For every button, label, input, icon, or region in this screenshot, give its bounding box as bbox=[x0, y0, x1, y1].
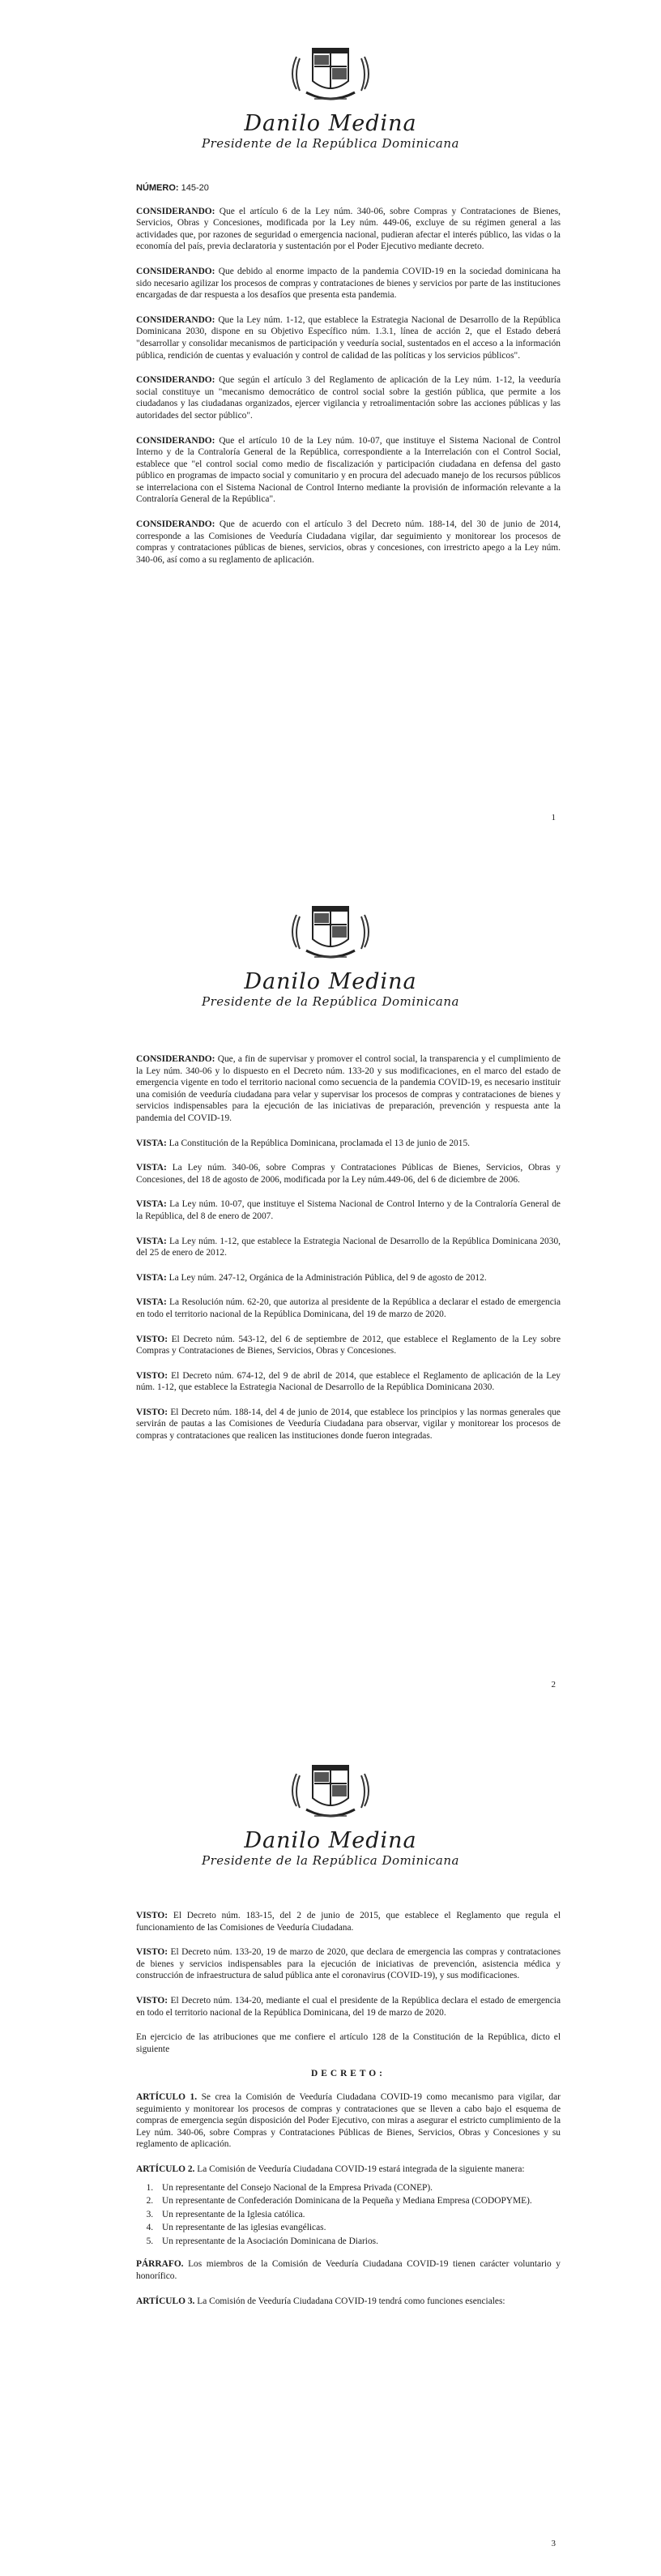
letterhead bbox=[0, 0, 661, 151]
paragraph-label: CONSIDERANDO: bbox=[136, 435, 215, 446]
paragraph-text: Que la Ley núm. 1-12, que establece la Estrategia Nacional de Desarrollo de la República Dominicana 2030, dispone en su Objetivo Específico núm. 1.3.1, línea de acción 2, que el Estado deberá "desarrollar y consolidar mecanismos de participación y veeduría social, sustentados en el acceso a la información pública, rendición de cuentas y evaluación y control de calidad de las políticas y los servicios públicos". bbox=[136, 314, 561, 361]
paragraph-label: CONSIDERANDO: bbox=[136, 314, 215, 325]
visto-paragraph bbox=[136, 1995, 561, 2019]
paragraph-text: Que según el artículo 3 del Reglamento de aplicación de la Ley núm. 1-12, la veeduría social constituye un "mecanismo democrático de control social sobre la gestión pública, que permite a los ciudadanos y las ciudadanas organizados, ejercer vigilancia y retroalimentación sobre las acciones públicas y las autoridades del sector público". bbox=[136, 375, 561, 421]
list-item: 2. Un representante de Confederación Dominicana de la Pequeña y Mediana Empresa (CODOPYME). bbox=[156, 2195, 561, 2207]
list-item: 3. Un representante de la Iglesia católica. bbox=[156, 2209, 561, 2221]
paragraph-text: El Decreto núm. 134-20, mediante el cual el presidente de la República declara el estado de emergencia en todo el territorio nacional de la República Dominicana, del 19 de marzo de 2020. bbox=[136, 1995, 561, 2018]
paragraph-label: VISTA: bbox=[136, 1199, 167, 1210]
considerando-paragraph bbox=[136, 206, 561, 253]
letterhead-title: Presidente de la República Dominicana bbox=[202, 1853, 459, 1868]
paragraph-text: La Resolución núm. 62-20, que autoriza al presidente de la República a declarar el estado de emergencia en todo el territorio nacional de la República Dominicana, del 19 de marzo de 2020. bbox=[136, 1297, 561, 1319]
paragraph-label: VISTO: bbox=[136, 1947, 168, 1958]
paragraph-label: CONSIDERANDO: bbox=[136, 266, 215, 276]
attributions-paragraph bbox=[136, 2031, 561, 2055]
national-coat-of-arms-icon bbox=[285, 42, 376, 109]
visto-paragraph bbox=[136, 1370, 561, 1394]
considerando-paragraph bbox=[136, 519, 561, 566]
article-3 bbox=[136, 2296, 561, 2308]
commission-members-list bbox=[136, 2182, 561, 2248]
article-label: ARTÍCULO 1. bbox=[136, 2091, 198, 2102]
vista-paragraph bbox=[136, 1272, 561, 1284]
visto-paragraph bbox=[136, 1334, 561, 1357]
visto-paragraph bbox=[136, 1946, 561, 1982]
article-label: ARTÍCULO 2. bbox=[136, 2164, 195, 2174]
article-text: La Comisión de Veeduría Ciudadana COVID-19 estará integrada de la siguiente manera: bbox=[197, 2164, 525, 2174]
article-text: La Comisión de Veeduría Ciudadana COVID-19 tendrá como funciones esenciales: bbox=[197, 2296, 505, 2306]
vista-paragraph bbox=[136, 1162, 561, 1185]
list-item: 4. Un representante de las iglesias evangélicas. bbox=[156, 2222, 561, 2234]
visto-paragraph bbox=[136, 1407, 561, 1442]
considerando-paragraph bbox=[136, 1053, 561, 1125]
paragraph-label: VISTA: bbox=[136, 1138, 167, 1148]
paragraph-label: VISTA: bbox=[136, 1297, 167, 1308]
paragraph-label: VISTA: bbox=[136, 1236, 167, 1246]
list-item: 1. Un representante del Consejo Nacional de la Empresa Privada (CONEP). bbox=[156, 2182, 561, 2194]
article-text: Se crea la Comisión de Veeduría Ciudadana COVID-19 como mecanismo para vigilar, dar seguimiento y monitorear los procesos de compras y contrataciones que se lleven a cabo bajo el esquema de compras de emergencia según disposición del Poder Ejecutivo, con miras a asegurar el estricto cumplimiento de la Ley núm. 340-06, sobre Compras y Contrataciones Públicas de Bienes, Servicios, Obras y Concesiones y su reglamento de aplicación. bbox=[136, 2091, 561, 2150]
decree-number bbox=[136, 182, 561, 194]
page-2-body bbox=[136, 1053, 561, 1455]
decreto-heading: DECRETO: bbox=[311, 2069, 386, 2079]
page-3-body bbox=[136, 1910, 561, 2320]
letterhead-name: Danilo Medina bbox=[244, 111, 417, 136]
paragraph-text: Que, a fin de supervisar y promover el control social, la transparencia y el cumplimiento de la Ley núm. 340-06 y lo dispuesto en el Decreto núm. 133-20 y sus modificaciones, en el marco del estado de emergencia vigente en todo el territorio nacional como secuencia de la pandemia COVID-19, es necesario instituir una comisión de veeduría ciudadana para velar y supervisar los procesos de compras y contrataciones de bienes y servicios indispensables para la ejecución de las iniciativas de preparación, prevención y respuesta ante la pandemia del COVID-19. bbox=[136, 1054, 561, 1123]
considerando-paragraph bbox=[136, 435, 561, 506]
paragraph-text: La Ley núm. 10-07, que instituye el Sistema Nacional de Control Interno y de la Contraloría General de la República, del 8 de enero de 2007. bbox=[136, 1199, 561, 1221]
national-coat-of-arms-icon bbox=[285, 1759, 376, 1826]
paragraph-text: Que de acuerdo con el artículo 3 del Decreto núm. 188-14, del 30 de junio de 2014, corresponde a las Comisiones de Veeduría Ciudadana vigilar, dar seguimiento y monitorear los procesos de compras y contrataciones públicas de bienes, servicios, obras y concesiones, con irrestricto apego a la Ley núm. 340-06, así como a su reglamento de aplicación. bbox=[136, 519, 561, 565]
letterhead bbox=[0, 858, 661, 1009]
vista-paragraph bbox=[136, 1138, 561, 1150]
paragraph-label: VISTA: bbox=[136, 1272, 167, 1283]
letterhead-title: Presidente de la República Dominicana bbox=[202, 136, 459, 151]
paragraph-text: El Decreto núm. 183-15, del 2 de junio de 2015, que establece el Reglamento que regula el funcionamiento de las Comisiones de Veeduría Ciudadana. bbox=[136, 1911, 561, 1933]
article-2 bbox=[136, 2164, 561, 2176]
paragraph-text: El Decreto núm. 674-12, del 9 de abril de 2014, que establece el Reglamento de aplicación de la Ley núm. 1-12, que establece la Estrategia Nacional de Desarrollo de la República Dominicana 2030. bbox=[136, 1370, 561, 1393]
paragraph-label: VISTA: bbox=[136, 1163, 167, 1173]
document-page-1 bbox=[0, 0, 661, 858]
paragraph-text: En ejercicio de las atribuciones que me confiere el artículo 128 de la Constitución de la República, dicto el siguiente bbox=[136, 2032, 561, 2054]
paragraph-label: VISTO: bbox=[136, 1911, 168, 1920]
letterhead-name: Danilo Medina bbox=[244, 1828, 417, 1853]
list-item: 5. Un representante de la Asociación Dominicana de Diarios. bbox=[156, 2236, 561, 2248]
paragraph-label: CONSIDERANDO: bbox=[136, 1054, 215, 1064]
paragraph-text: La Constitución de la República Dominicana, proclamada el 13 de junio de 2015. bbox=[168, 1138, 470, 1148]
document-page-3 bbox=[0, 1717, 661, 2576]
vista-paragraph bbox=[136, 1198, 561, 1222]
paragraph-label: CONSIDERANDO: bbox=[136, 206, 215, 216]
paragraph-text: Que el artículo 6 de la Ley núm. 340-06, sobre Compras y Contrataciones de Bienes, Servicios, Obras y Concesiones, modificada por la Ley núm. 449-06, excluye de su régimen general a las actividades que, por razones de seguridad o emergencia nacional, pudieran afectar el interés público, las vidas o la economía del país, previa declaratoria y sustentación por el Poder Ejecutivo mediante decreto. bbox=[136, 206, 561, 252]
paragraph-label: VISTO: bbox=[136, 1370, 168, 1381]
paragraph-text: La Ley núm. 1-12, que establece la Estrategia Nacional de Desarrollo de la República Dominicana 2030, del 25 de enero de 2012. bbox=[136, 1236, 561, 1258]
considerando-paragraph bbox=[136, 374, 561, 421]
page-1-body bbox=[136, 182, 561, 579]
paragraph-text: Que el artículo 10 de la Ley núm. 10-07, que instituye el Sistema Nacional de Control Interno y de la Contraloría General de la República, correspondiente a la Interrelación con el Control Social, establece que "el control social como medio de fiscalización y participación ciudadana en defensa del gasto público en programas de impacto social y comunitario y en procura del adecuado manejo de los recursos públicos se interrelaciona con el Sistema Nacional de Control Interno mediante la provisión de información relevante a la Contraloría General de la República". bbox=[136, 435, 561, 505]
article-1 bbox=[136, 2091, 561, 2151]
paragraph-text: Que debido al enorme impacto de la pandemia COVID-19 en la sociedad dominicana ha sido necesario agilizar los procesos de compras y contrataciones de bienes y servicios por parte de las instituciones encargadas de dar respuesta a los desafíos que presenta esta pandemia. bbox=[136, 266, 561, 301]
paragraph-text: El Decreto núm. 188-14, del 4 de junio de 2014, que establece los principios y las normas generales que servirán de pautas a las Comisiones de Veeduría Ciudadana para observar, vigilar y monitorear los procesos de compras y contrataciones que realicen las instituciones donde fueron integradas. bbox=[136, 1407, 561, 1442]
paragraph-text: El Decreto núm. 543-12, del 6 de septiembre de 2012, que establece el Reglamento de la Ley sobre Compras y Contrataciones de Bienes, Servicios, Obras y Concesiones. bbox=[136, 1334, 561, 1356]
paragraph-text: La Ley núm. 340-06, sobre Compras y Contrataciones Públicas de Bienes, Servicios, Obras y Concesiones, del 18 de agosto de 2006, modificada por la Ley núm.449-06, del 6 de diciembre de 2006. bbox=[136, 1163, 561, 1185]
considerando-paragraph bbox=[136, 266, 561, 301]
paragraph-text: La Ley núm. 247-12, Orgánica de la Administración Pública, del 9 de agosto de 2012. bbox=[168, 1272, 487, 1283]
document-page-2 bbox=[0, 858, 661, 1717]
national-coat-of-arms-icon bbox=[285, 900, 376, 967]
page-number: 3 bbox=[551, 2539, 556, 2548]
page-number: 2 bbox=[551, 1680, 556, 1690]
paragraph-text: El Decreto núm. 133-20, 19 de marzo de 2020, que declara de emergencia las compras y contrataciones de bienes y servicios indispensables para la ejecución de iniciativas de prevención, asistencia médica y construcción de infraestructura de salud pública ante el coronavirus (COVID-19), y sus modificaciones. bbox=[136, 1947, 561, 1981]
paragraph-label: CONSIDERANDO: bbox=[136, 519, 215, 530]
page-number: 1 bbox=[551, 813, 556, 822]
parrafo bbox=[136, 2258, 561, 2282]
paragraph-label: VISTO: bbox=[136, 1995, 168, 2006]
paragraph-label: CONSIDERANDO: bbox=[136, 375, 215, 386]
paragraph-label: VISTO: bbox=[136, 1334, 168, 1344]
vista-paragraph bbox=[136, 1297, 561, 1320]
parrafo-text: Los miembros de la Comisión de Veeduría Ciudadana COVID-19 tienen carácter voluntario y honorífico. bbox=[136, 2259, 561, 2282]
letterhead-title: Presidente de la República Dominicana bbox=[202, 994, 459, 1009]
decree-number-label: NÚMERO: bbox=[136, 183, 179, 193]
letterhead-name: Danilo Medina bbox=[244, 969, 417, 994]
parrafo-label: PÁRRAFO. bbox=[136, 2259, 184, 2270]
considerando-paragraph bbox=[136, 314, 561, 361]
visto-paragraph bbox=[136, 1910, 561, 1933]
decree-number-value: 145-20 bbox=[181, 183, 209, 193]
article-label: ARTÍCULO 3. bbox=[136, 2296, 195, 2306]
paragraph-label: VISTO: bbox=[136, 1407, 168, 1417]
letterhead bbox=[0, 1717, 661, 1868]
vista-paragraph bbox=[136, 1236, 561, 1259]
